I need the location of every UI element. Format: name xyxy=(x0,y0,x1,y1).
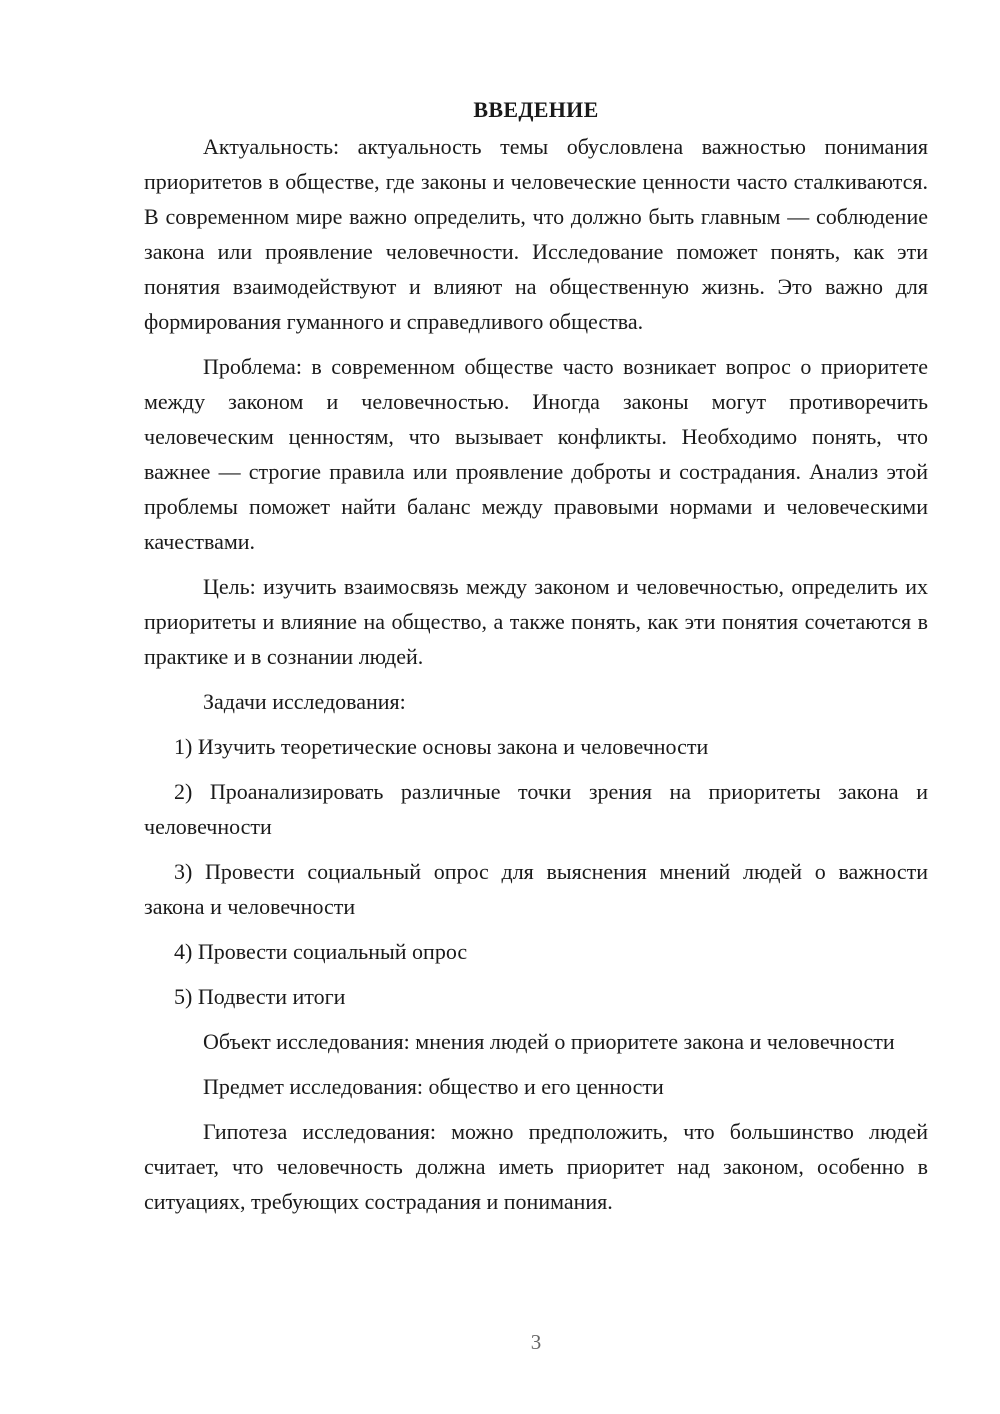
problem-paragraph: Проблема: в современном обществе часто возникает вопрос о приоритете между законом и человечностью. Иногда законы могут противоречить человеческим ценностям, что вызывает конфликты. Необходимо понять, что важнее — строгие правила или проявление доброты и сострадания. Анализ этой проблемы поможет найти баланс между правовыми нормами и человеческими качествами. xyxy=(144,354,928,554)
task-item-4: 4) Провести социальный опрос xyxy=(174,939,468,964)
object-paragraph: Объект исследования: мнения людей о приоритете закона и человечности xyxy=(203,1029,895,1054)
tasks-heading: Задачи исследования: xyxy=(203,689,406,714)
goal-paragraph: Цель: изучить взаимосвязь между законом и человечностью, определить их приоритеты и влияние на общество, а также понять, как эти понятия сочетаются в практике и в сознании людей. xyxy=(144,574,928,669)
page-number: 3 xyxy=(530,1330,542,1354)
subject-paragraph: Предмет исследования: общество и его ценности xyxy=(203,1074,664,1099)
task-item-5: 5) Подвести итоги xyxy=(174,984,346,1009)
hypothesis-paragraph: Гипотеза исследования: можно предположить, что большинство людей считает, что человечность должна иметь приоритет над законом, особенно в ситуациях, требующих сострадания и понимания. xyxy=(144,1119,928,1214)
task-item-3: 3) Провести социальный опрос для выяснения мнений людей о важности закона и человечности xyxy=(144,859,928,919)
relevance-paragraph: Актуальность: актуальность темы обусловлена важностью понимания приоритетов в обществе, где законы и человеческие ценности часто сталкиваются. В современном мире важно определить, что должно быть главным — соблюдение закона или проявление человечности. Исследование поможет понять, как эти понятия взаимодействуют и влияют на общественную жизнь. Это важно для формирования гуманного и справедливого общества. xyxy=(144,134,928,334)
document-page xyxy=(144,92,928,1229)
task-item-1: 1) Изучить теоретические основы закона и человечности xyxy=(174,734,709,759)
task-item-2: 2) Проанализировать различные точки зрения на приоритеты закона и человечности xyxy=(144,779,928,839)
section-title: ВВЕДЕНИЕ xyxy=(473,97,599,122)
